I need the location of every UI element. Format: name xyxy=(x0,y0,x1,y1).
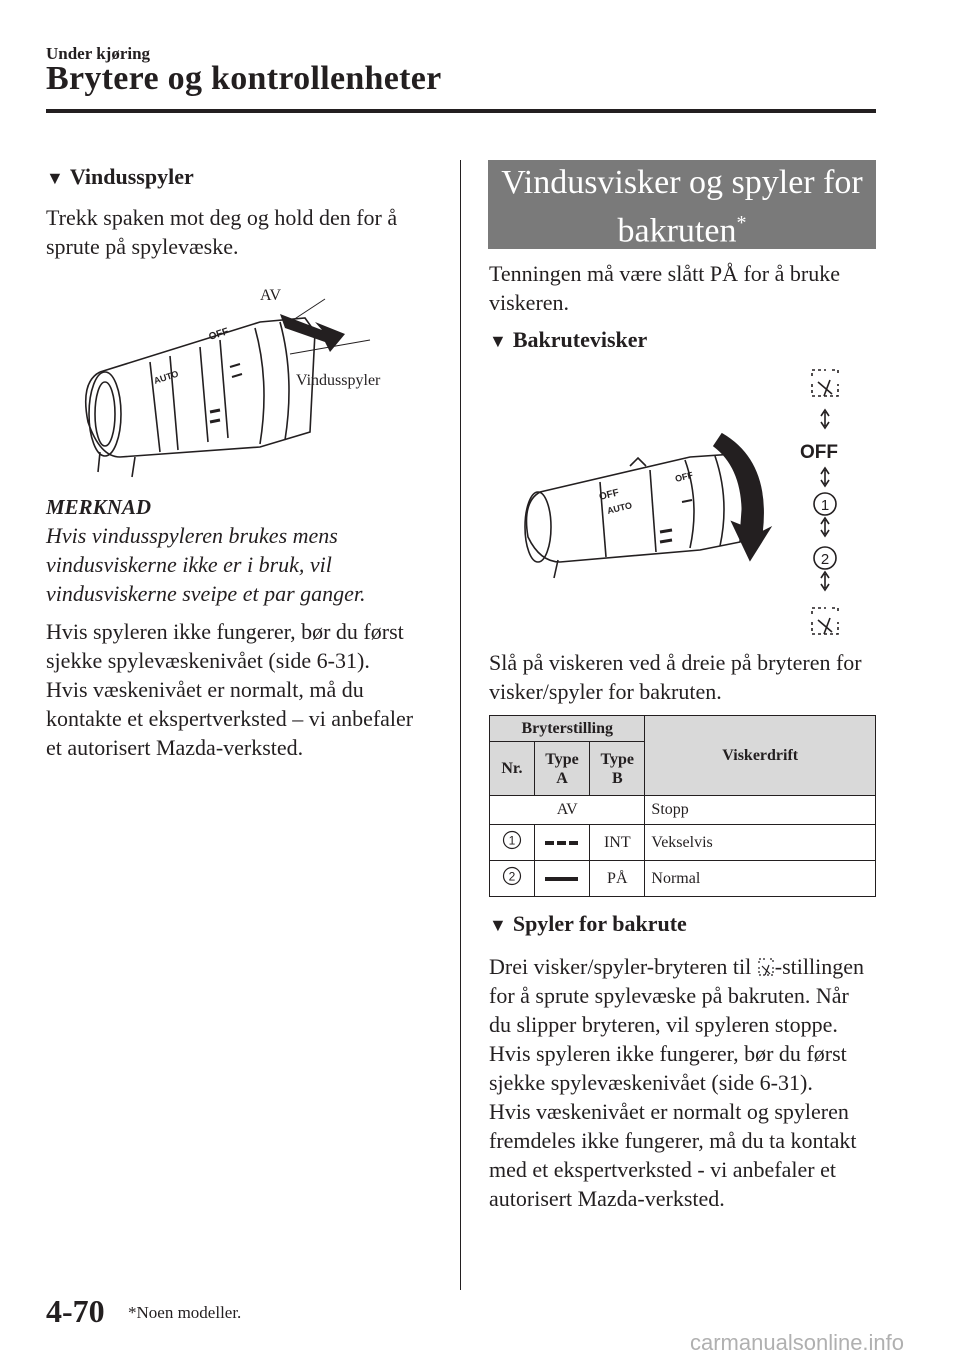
cell-type-b: PÅ xyxy=(590,861,645,897)
label-washer: Vindusspyler xyxy=(296,372,381,389)
th-type-a: Type A xyxy=(534,742,589,796)
section-banner: Vindusvisker og spyler for bakruten* xyxy=(488,160,876,249)
rear-washer-paragraph: Drei visker/spyler-bryteren til -stillingen for å sprute spylevæske på bakruten. Når du slipper bryteren, vil spyleren stoppe. Hvis spyleren ikke fungerer, bør du først sjekke spylevæskenivået (side 6-31). Hvis væskenivået er normalt og spyleren fremdeles ikke fungerer, må du ta kontakt med et ekspertverksted - vi anbefaler et autorisert Mazda-verksted. xyxy=(489,954,864,1211)
lever-off-label: OFF xyxy=(207,326,230,343)
washer-paragraph: Hvis spyleren ikke fungerer, bør du først sjekke spylevæskenivået (side 6-31). Hvis væskenivået er normalt, må du kontakte et ekspertverksted – vi anbefaler et autorisert Mazda-verksted. xyxy=(46,619,414,760)
cell-type-a xyxy=(534,861,589,897)
circled-number-icon xyxy=(502,830,522,850)
lever-off-label-2: OFF xyxy=(674,469,694,484)
label-av: AV xyxy=(260,287,282,304)
triangle-bullet-icon: ▼ xyxy=(489,331,507,351)
section-label: Under kjøring xyxy=(46,44,151,63)
heading-washer: ▼ Vindusspyler xyxy=(46,164,194,189)
cell-operation: Vekselvis xyxy=(645,825,876,861)
cell-operation: Stopp xyxy=(645,796,876,825)
cell-number xyxy=(490,825,535,861)
table-row xyxy=(490,796,876,825)
wiper-operation-table xyxy=(489,715,876,897)
cell-type-a xyxy=(534,825,589,861)
lever-off-label: OFF xyxy=(598,487,621,503)
header-rule xyxy=(46,109,876,113)
triangle-bullet-icon: ▼ xyxy=(46,168,64,188)
th-number: Nr. xyxy=(490,742,535,796)
heading-rear-washer: ▼ Spyler for bakrute xyxy=(489,911,687,936)
off-position-label: OFF xyxy=(800,442,838,463)
washer-lever-figure xyxy=(60,282,420,482)
continuous-bar-icon xyxy=(545,875,579,883)
washer-intro: Trekk spaken mot deg og hold den for å sprute på spylevæske. xyxy=(46,205,398,259)
table-row xyxy=(490,825,876,861)
svg-text:2: 2 xyxy=(508,869,516,884)
cell-type-b: AV xyxy=(490,796,645,825)
position-1-label: 1 xyxy=(820,497,830,514)
cell-operation: Normal xyxy=(645,861,876,897)
note-title: MERKNAD xyxy=(46,495,152,519)
rear-intro: Tenningen må være slått PÅ for å bruke viskeren. xyxy=(489,261,840,315)
column-divider xyxy=(460,160,461,1290)
svg-text:1: 1 xyxy=(508,833,516,848)
heading-rear-wiper: ▼ Bakrutevisker xyxy=(489,327,648,352)
th-switch-position: Bryterstilling xyxy=(490,716,645,742)
page-title: Brytere og kontrollenheter xyxy=(46,60,442,97)
position-2-label: 2 xyxy=(820,551,830,568)
intermittent-dash-icon xyxy=(545,839,579,847)
rear-wiper-switch-figure xyxy=(500,362,880,644)
watermark: carmanualsonline.info xyxy=(690,1330,905,1355)
th-type-b: Type B xyxy=(590,742,645,796)
note-text: Hvis vindusspyleren brukes mens vindusviskerne ikke er i bruk, vil vindusviskerne sveipe et par ganger. xyxy=(46,523,366,606)
cell-number xyxy=(490,861,535,897)
lever-auto-label: AUTO xyxy=(152,368,180,386)
th-operation: Viskerdrift xyxy=(645,716,876,796)
footnote: *Noen modeller. xyxy=(128,1303,242,1322)
page-number: 4-70 xyxy=(46,1293,105,1329)
rear-wiper-paragraph: Slå på viskeren ved å dreie på bryteren for visker/spyler for bakruten. xyxy=(489,650,862,704)
washer-icon xyxy=(757,957,775,977)
triangle-bullet-icon: ▼ xyxy=(489,915,507,935)
cell-type-b: INT xyxy=(590,825,645,861)
table-row xyxy=(490,861,876,897)
lever-auto-label: AUTO xyxy=(606,500,634,516)
circled-number-icon xyxy=(502,866,522,886)
